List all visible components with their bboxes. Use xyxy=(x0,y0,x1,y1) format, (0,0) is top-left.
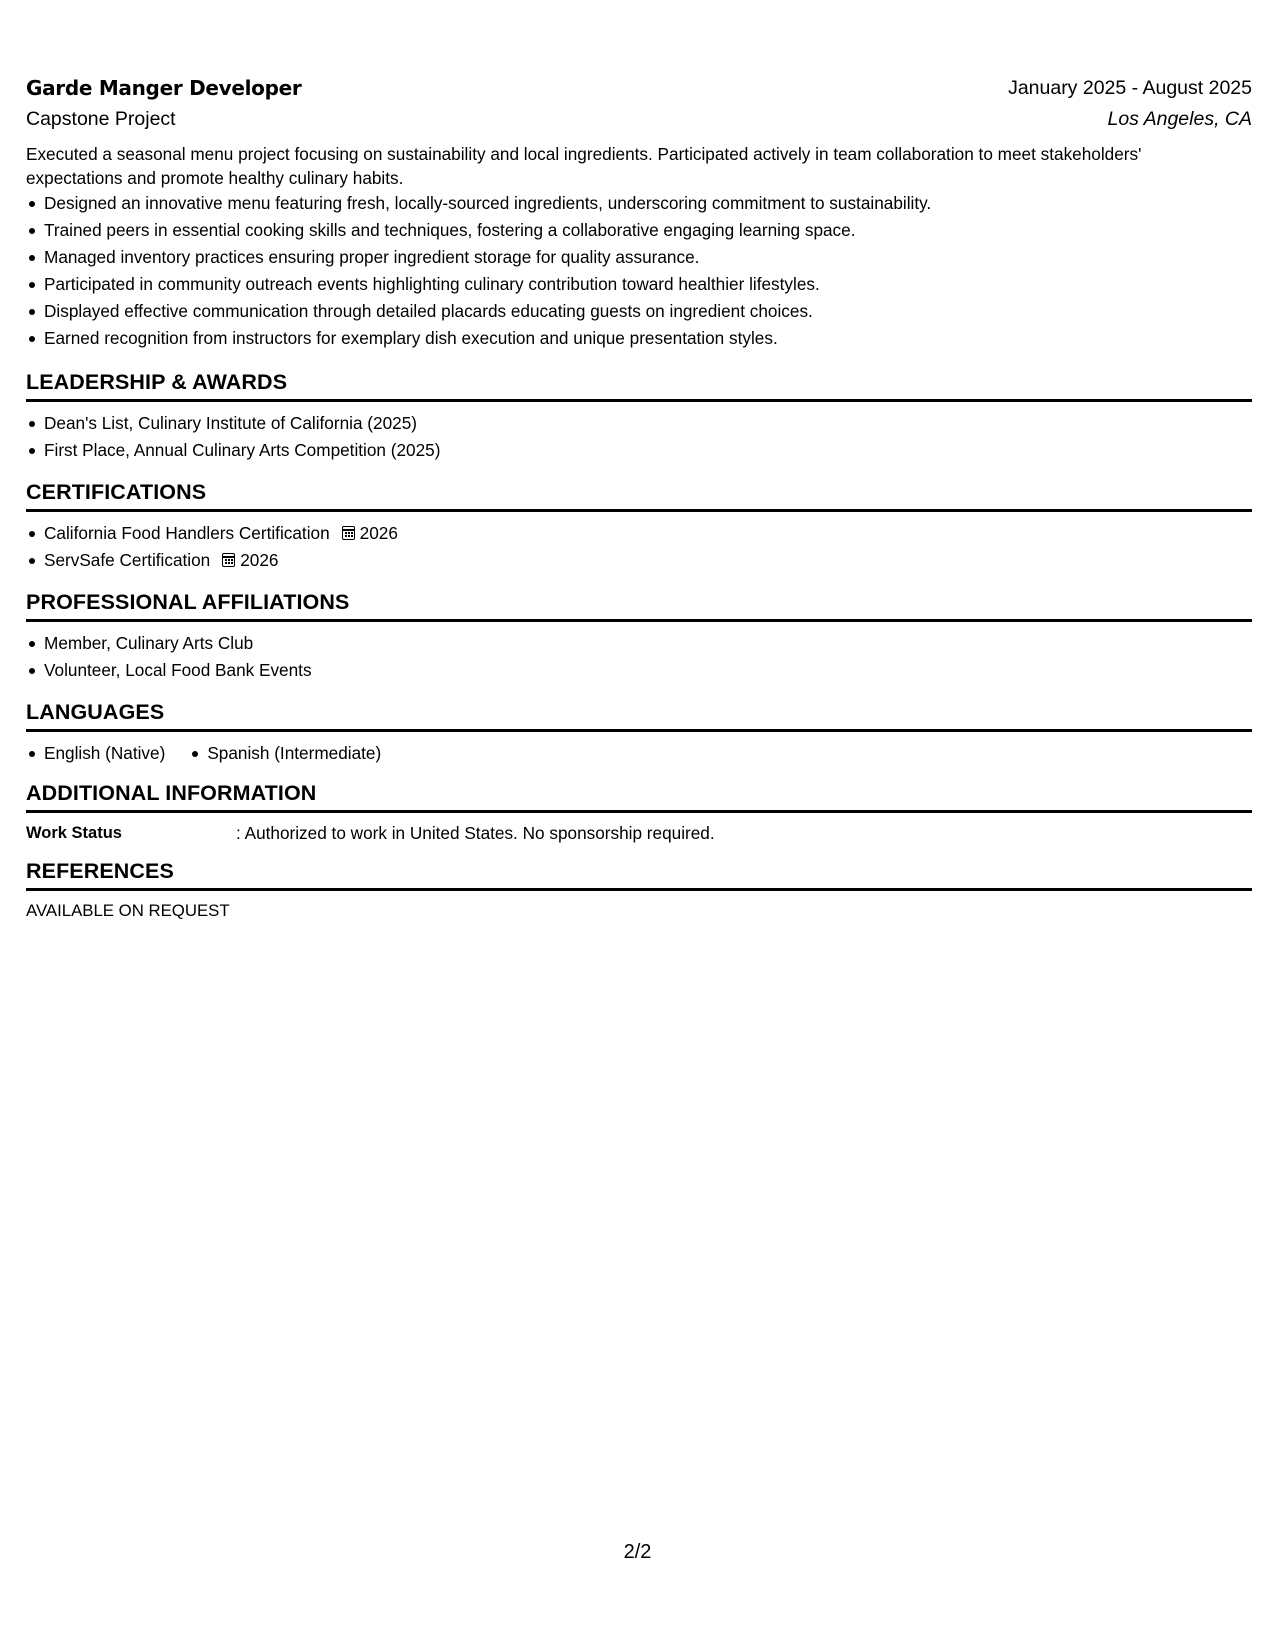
resume-page xyxy=(26,0,1252,923)
section-heading-references: REFERENCES xyxy=(26,859,1252,891)
additional-info-section xyxy=(26,781,1252,845)
affiliations-list xyxy=(26,630,1252,684)
work-status-row xyxy=(26,821,1252,845)
affiliation-item: Volunteer, Local Food Bank Events xyxy=(44,657,1252,684)
job-bullet: Designed an innovative menu featuring fresh, locally-sourced ingredients, underscoring commitment to sustainability. xyxy=(44,190,1252,217)
job-title: Garde Manger Developer xyxy=(26,76,302,100)
leadership-list xyxy=(26,410,1252,464)
job-subheader xyxy=(26,108,1252,138)
job-summary: Executed a seasonal menu project focusing on sustainability and local ingredients. Participated actively in team collaboration to meet stakeholders' expectations and promote healthy culinary habits. xyxy=(26,144,1142,188)
leadership-item: Dean's List, Culinary Institute of California (2025) xyxy=(44,410,1252,437)
certification-year: 2026 xyxy=(359,523,398,543)
job-bullet: Displayed effective communication through detailed placards educating guests on ingredient choices. xyxy=(44,298,1252,325)
job-bullet: Trained peers in essential cooking skills and techniques, fostering a collaborative engaging learning space. xyxy=(44,217,1252,244)
job-bullet-list xyxy=(26,190,1252,352)
certification-year: 2026 xyxy=(240,550,279,570)
job-dates: January 2025 - August 2025 xyxy=(1008,77,1252,99)
certifications-section xyxy=(26,480,1252,574)
job-bullet: Participated in community outreach events highlighting culinary contribution toward healthier lifestyles. xyxy=(44,271,1252,298)
section-heading-additional: ADDITIONAL INFORMATION xyxy=(26,781,1252,813)
languages-list xyxy=(26,740,1252,767)
section-heading-affiliations: PROFESSIONAL AFFILIATIONS xyxy=(26,590,1252,622)
leadership-item: First Place, Annual Culinary Arts Competition (2025) xyxy=(44,437,1252,464)
certifications-list xyxy=(26,520,1252,574)
calendar-icon xyxy=(222,553,235,567)
job-bullet: Earned recognition from instructors for exemplary dish execution and unique presentation styles. xyxy=(44,325,1252,352)
experience-entry xyxy=(26,76,1252,352)
affiliation-item: Member, Culinary Arts Club xyxy=(44,630,1252,657)
section-heading-languages: LANGUAGES xyxy=(26,700,1252,732)
language-item: English (Native) xyxy=(44,740,165,767)
job-location: Los Angeles, CA xyxy=(1107,108,1252,130)
page-number: 2/2 xyxy=(623,1541,652,1563)
work-status-label: Work Status xyxy=(26,824,122,842)
languages-section xyxy=(26,700,1252,767)
certification-name: ServSafe Certification xyxy=(44,550,211,570)
language-item: Spanish (Intermediate) xyxy=(207,740,381,767)
job-header xyxy=(26,76,1252,106)
certification-item xyxy=(44,547,1252,574)
references-section xyxy=(26,859,1252,923)
certification-item xyxy=(44,520,1252,547)
work-status-value: : Authorized to work in United States. No sponsorship required. xyxy=(236,823,715,843)
affiliations-section xyxy=(26,590,1252,684)
section-heading-leadership: LEADERSHIP & AWARDS xyxy=(26,370,1252,402)
calendar-icon xyxy=(342,526,355,540)
certification-name: California Food Handlers Certification xyxy=(44,523,330,543)
references-text: AVAILABLE ON REQUEST xyxy=(26,901,230,920)
section-heading-certifications: CERTIFICATIONS xyxy=(26,480,1252,512)
leadership-section xyxy=(26,370,1252,464)
job-bullet: Managed inventory practices ensuring proper ingredient storage for quality assurance. xyxy=(44,244,1252,271)
job-organization: Capstone Project xyxy=(26,108,176,130)
